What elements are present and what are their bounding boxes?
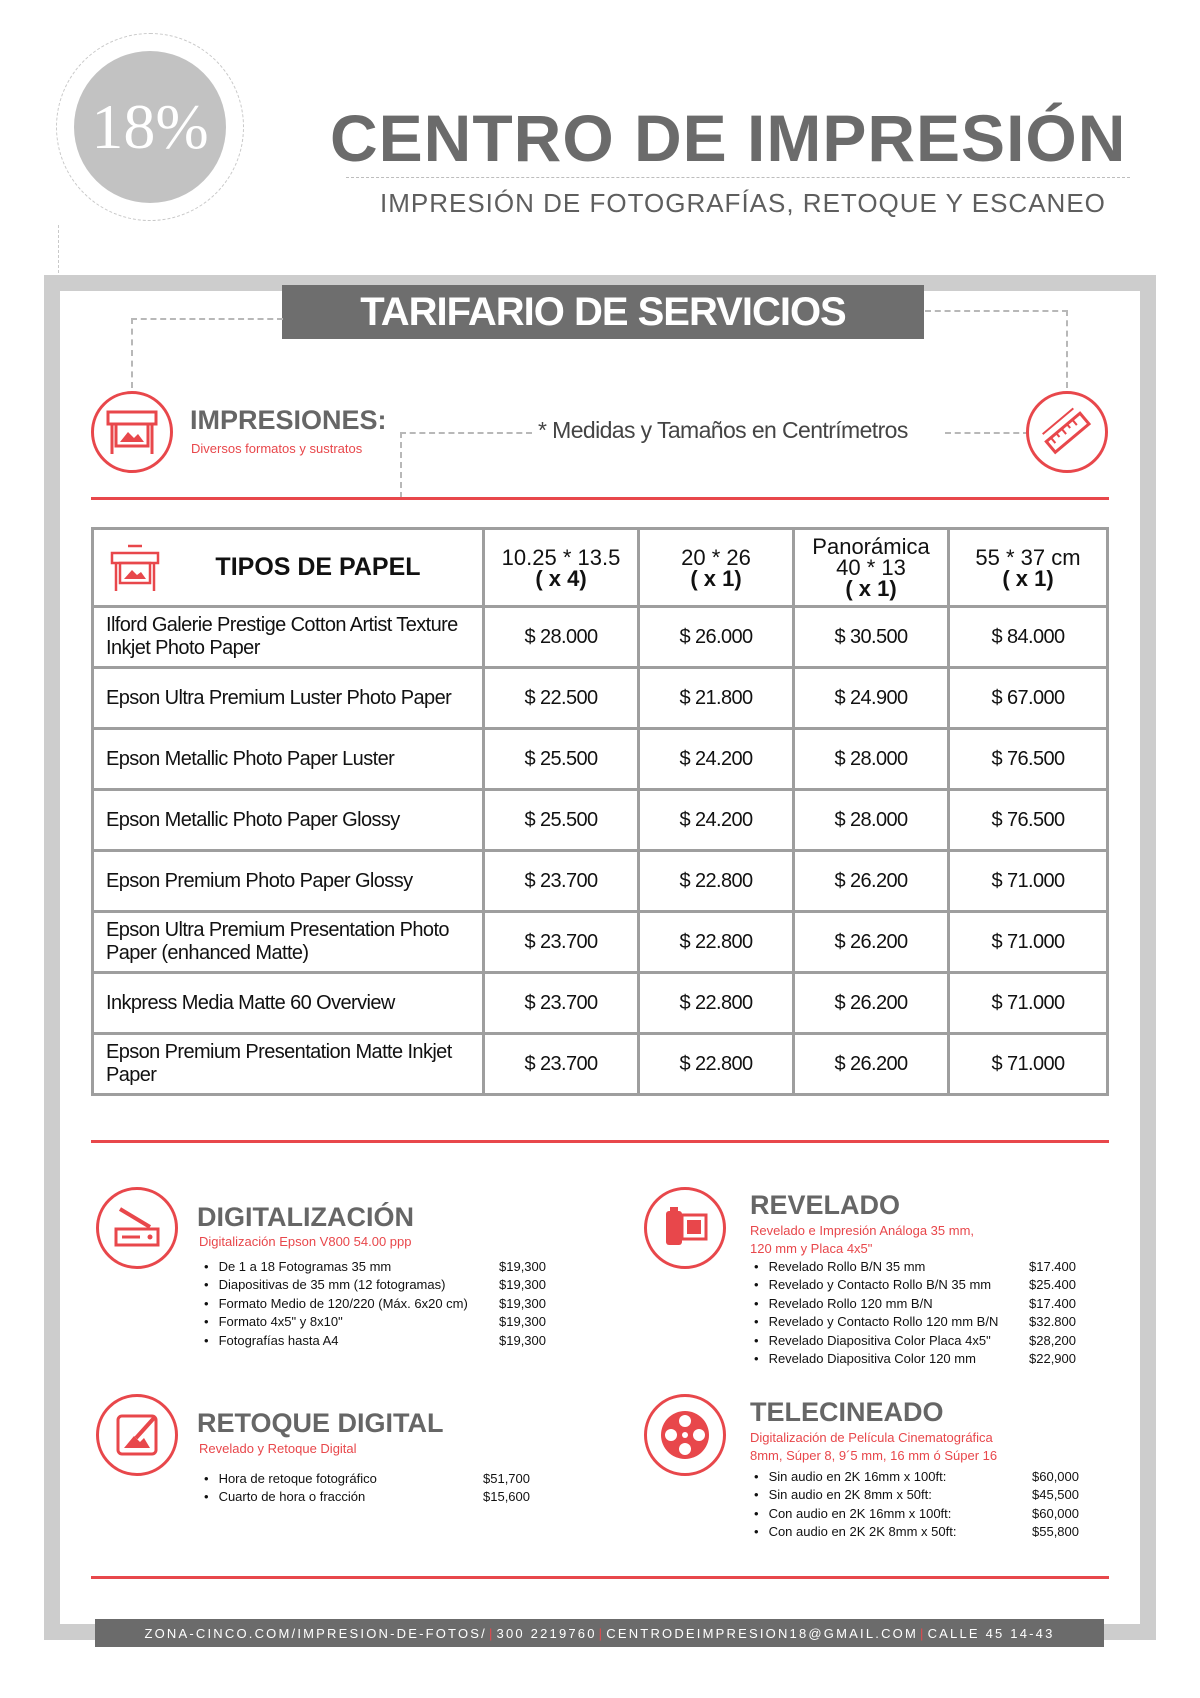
scanner-icon	[96, 1187, 178, 1269]
list-item: • Sin audio en 2K 16mm x 100ft: $60,000	[754, 1467, 1079, 1486]
revelado-list	[754, 1257, 1076, 1368]
header-paper-types	[93, 529, 484, 607]
col-header-1: 10.25 * 13.5 ( x 4)	[484, 529, 639, 607]
revelado-subtitle-1: Revelado e Impresión Análoga 35 mm,	[750, 1223, 975, 1238]
connector-mid	[400, 432, 532, 498]
list-item: • Hora de retoque fotográfico $51,700	[204, 1469, 530, 1488]
list-item: • Cuarto de hora o fracción $15,600	[204, 1488, 530, 1507]
footer-email[interactable]: CENTRODEIMPRESION18@GMAIL.COM	[606, 1625, 919, 1641]
list-item: • Revelado Rollo 120 mm B/N $17.400	[754, 1294, 1076, 1313]
telecineado-list	[754, 1467, 1079, 1541]
list-item: • Diapositivas de 35 mm (12 fotogramas) $19,300	[204, 1276, 546, 1295]
list-item: • Fotografías hasta A4 $19,300	[204, 1331, 546, 1350]
connector-note-right	[945, 432, 1029, 434]
film-reel-icon	[644, 1394, 726, 1476]
list-item: • De 1 a 18 Fotogramas 35 mm $19,300	[204, 1257, 546, 1276]
footer-separator: |	[920, 1625, 926, 1641]
footer-phone[interactable]: 300 2219760	[496, 1625, 597, 1641]
list-item: • Sin audio en 2K 8mm x 50ft: $45,500	[754, 1486, 1079, 1505]
divider-bottom	[91, 1576, 1109, 1579]
table-header-row	[93, 529, 1108, 607]
printer-icon	[91, 391, 173, 473]
measure-note: * Medidas y Tamaños en Centrímetros	[538, 417, 908, 443]
list-item: • Formato 4x5" y 8x10" $19,300	[204, 1313, 546, 1332]
telecineado-subtitle-2: 8mm, Súper 8, 9´5 mm, 16 mm ó Súper 16	[750, 1448, 998, 1463]
table-row: Epson Premium Presentation Matte Inkjet Paper $ 23.700 $ 22.800 $ 26.200 $ 71.000	[93, 1034, 1108, 1095]
telecineado-title: TELECINEADO	[750, 1397, 944, 1427]
footer-url[interactable]: ZONA-CINCO.COM/IMPRESION-DE-FOTOS/	[144, 1625, 487, 1641]
footer-contact-bar	[95, 1619, 1104, 1647]
film-roll-icon	[644, 1187, 726, 1269]
price-table	[91, 527, 1109, 1096]
divider-top	[91, 497, 1109, 500]
discount-badge: 18%	[74, 51, 226, 203]
impresiones-title: IMPRESIONES:	[190, 405, 387, 435]
table-row: Epson Premium Photo Paper Glossy $ 23.700 $ 22.800 $ 26.200 $ 71.000	[93, 851, 1108, 912]
revelado-subtitle-2: 120 mm y Placa 4x5"	[750, 1241, 873, 1256]
impresiones-subtitle: Diversos formatos y sustratos	[191, 441, 363, 456]
telecineado-subtitle-1: Digitalización de Película Cinematográfica	[750, 1430, 993, 1445]
printer-small-icon	[106, 543, 164, 596]
table-row: Epson Metallic Photo Paper Luster $ 25.500 $ 24.200 $ 28.000 $ 76.500	[93, 729, 1108, 790]
title-divider	[346, 177, 1130, 178]
list-item: • Revelado Rollo B/N 35 mm $17.400	[754, 1257, 1076, 1276]
table-row: Epson Metallic Photo Paper Glossy $ 25.500 $ 24.200 $ 28.000 $ 76.500	[93, 790, 1108, 851]
retoque-title: RETOQUE DIGITAL	[197, 1408, 444, 1438]
col-header-2: 20 * 26 ( x 1)	[639, 529, 794, 607]
retoque-subtitle: Revelado y Retoque Digital	[199, 1441, 357, 1456]
footer-separator: |	[488, 1625, 495, 1641]
retoque-list	[204, 1469, 530, 1506]
revelado-title: REVELADO	[750, 1190, 901, 1220]
page-title: CENTRO DE IMPRESIÓN	[330, 101, 1127, 175]
list-item: • Con audio en 2K 2K 8mm x 50ft: $55,800	[754, 1523, 1079, 1542]
services-banner: TARIFARIO DE SERVICIOS	[282, 285, 924, 339]
ruler-icon	[1026, 391, 1108, 473]
footer-address: CALLE 45 14-43	[927, 1625, 1055, 1641]
connector-left	[131, 318, 283, 388]
digitalizacion-title: DIGITALIZACIÓN	[197, 1202, 414, 1232]
table-row: Inkpress Media Matte 60 Overview $ 23.700 $ 22.800 $ 26.200 $ 71.000	[93, 973, 1108, 1034]
list-item: • Revelado Diapositiva Color Placa 4x5" $28,200	[754, 1331, 1076, 1350]
col-header-3: Panorámica 40 * 13 ( x 1)	[794, 529, 949, 607]
digitalizacion-subtitle: Digitalización Epson V800 54.00 ppp	[199, 1234, 412, 1249]
table-row: Epson Ultra Premium Luster Photo Paper $ 22.500 $ 21.800 $ 24.900 $ 67.000	[93, 668, 1108, 729]
list-item: • Revelado y Contacto Rollo B/N 35 mm $25.400	[754, 1276, 1076, 1295]
table-row: Ilford Galerie Prestige Cotton Artist Texture Inkjet Photo Paper $ 28.000 $ 26.000 $ 30.500 $ 84.000	[93, 607, 1108, 668]
table-row: Epson Ultra Premium Presentation Photo Paper (enhanced Matte) $ 23.700 $ 22.800 $ 26.200 $ 71.000	[93, 912, 1108, 973]
col-header-4: 55 * 37 cm ( x 1)	[949, 529, 1108, 607]
page-subtitle: IMPRESIÓN DE FOTOGRAFÍAS, RETOQUE Y ESCANEO	[380, 188, 1106, 218]
header-label: TIPOS DE PAPEL	[215, 553, 421, 581]
footer-separator: |	[598, 1625, 605, 1641]
list-item: • Formato Medio de 120/220 (Máx. 6x20 cm) $19,300	[204, 1294, 546, 1313]
list-item: • Revelado Diapositiva Color 120 mm $22,900	[754, 1350, 1076, 1369]
connector-right	[925, 310, 1068, 388]
retouch-icon	[96, 1394, 178, 1476]
digitalizacion-list	[204, 1257, 546, 1350]
list-item: • Revelado y Contacto Rollo 120 mm B/N $32.800	[754, 1313, 1076, 1332]
list-item: • Con audio en 2K 16mm x 100ft: $60,000	[754, 1504, 1079, 1523]
divider-middle	[91, 1140, 1109, 1143]
